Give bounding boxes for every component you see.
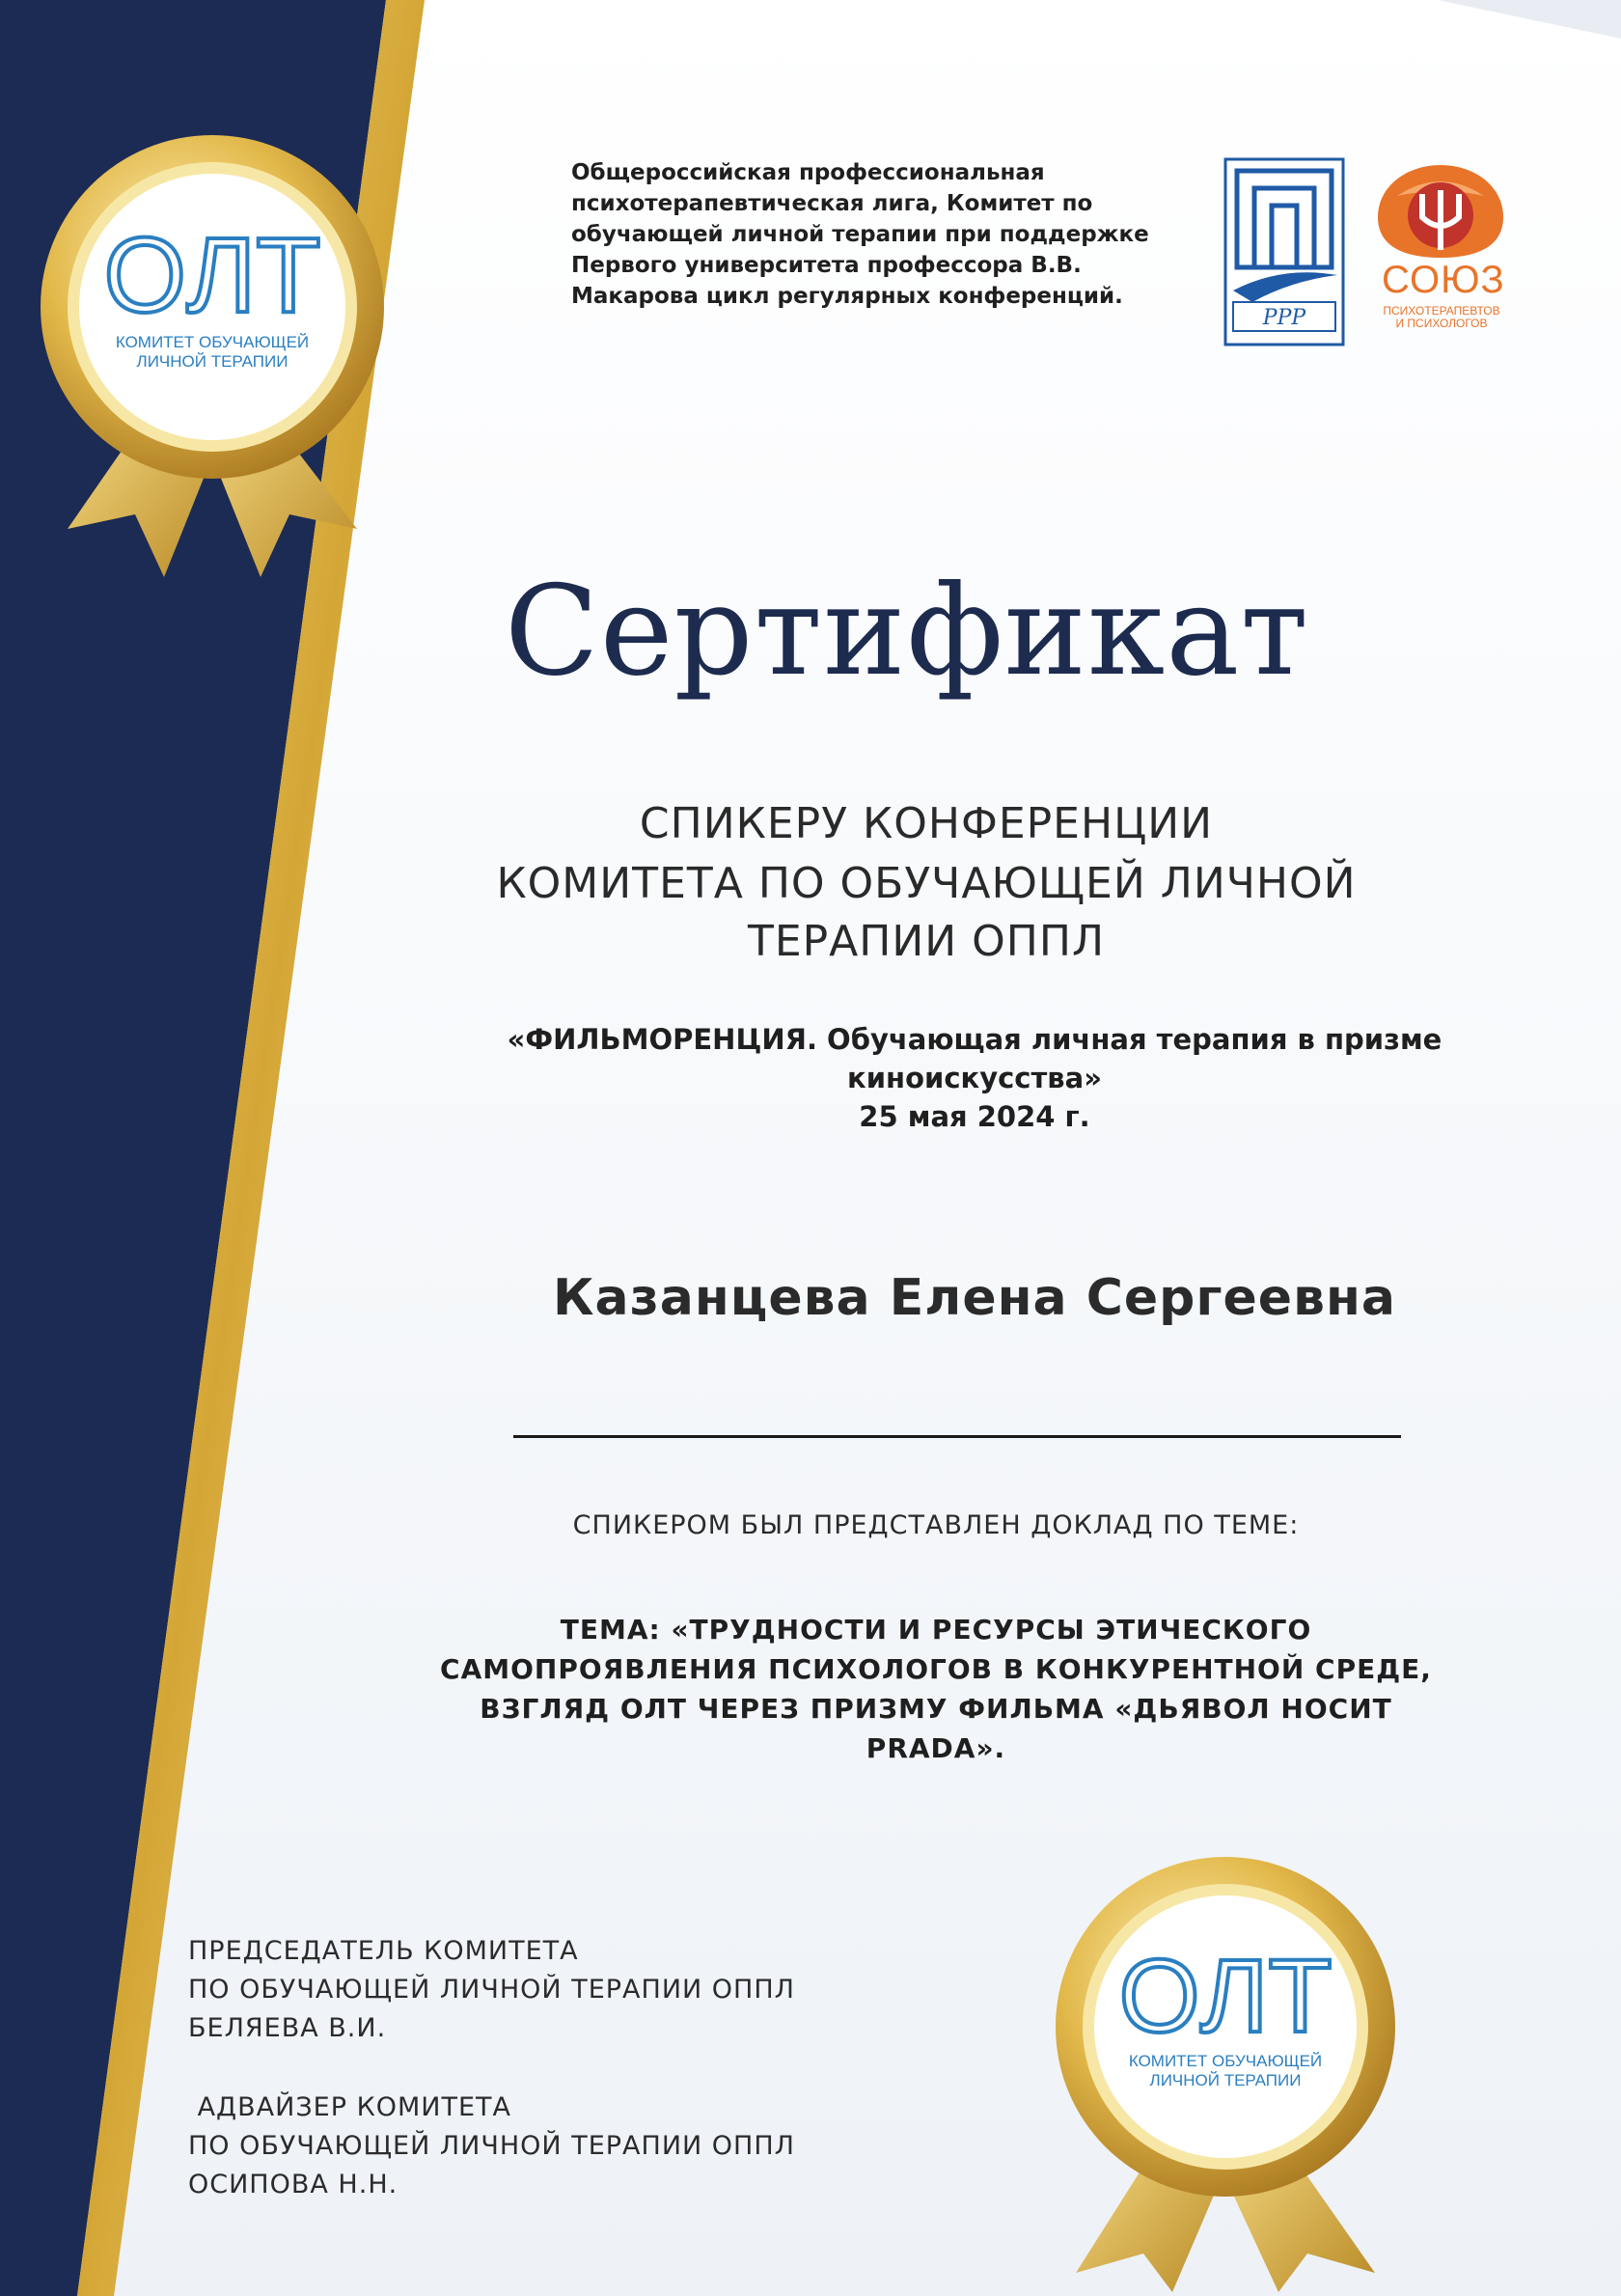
- org-line: психотерапевтическая лига, Комитет по: [571, 191, 1093, 216]
- conference-date: 25 мая 2024 г.: [859, 1100, 1090, 1133]
- seal-mark: OЛT: [103, 216, 321, 335]
- presented-text: СПИКЕРОМ БЫЛ ПРЕДСТАВЛЕН ДОКЛАД ПО ТЕМЕ:: [572, 1510, 1300, 1540]
- seal-caption-line2: ЛИЧНОЙ ТЕРАПИИ: [1149, 2071, 1302, 2089]
- certificate-title: Сертификат: [504, 560, 1310, 704]
- recipient-role-line: ТЕРАПИИ ОППЛ: [747, 917, 1106, 966]
- recipient-role-line: КОМИТЕТА ПО ОБУЧАЮЩЕЙ ЛИЧНОЙ: [496, 859, 1357, 908]
- seal-caption-line2: ЛИЧНОЙ ТЕРАПИИ: [136, 352, 288, 371]
- soyuz-sub-line: ПСИХОТЕРАПЕВТОВ: [1383, 304, 1500, 318]
- conference-line: «ФИЛЬМОРЕНЦИЯ. Обучающая личная терапия в призме: [507, 1023, 1442, 1056]
- chair-line: ПРЕДСЕДАТЕЛЬ КОМИТЕТА: [188, 1936, 579, 1966]
- topic-line: ВЗГЛЯД ОЛТ ЧЕРЕЗ ПРИЗМУ ФИЛЬМА «ДЬЯВОЛ НОСИТ: [480, 1693, 1392, 1725]
- advisor-line: ПО ОБУЧАЮЩЕЙ ЛИЧНОЙ ТЕРАПИИ ОППЛ: [188, 2131, 795, 2161]
- seal-caption-line1: КОМИТЕТ ОБУЧАЮЩЕЙ: [115, 333, 310, 351]
- rpp-text: PPP: [1262, 306, 1306, 330]
- org-line: Первого университета профессора В.В.: [571, 253, 1082, 278]
- advisor-line: АДВАЙЗЕР КОМИТЕТА: [188, 2092, 511, 2122]
- seal-mark: OЛT: [1118, 1937, 1333, 2054]
- chair-name: БЕЛЯЕВА В.И.: [188, 2013, 387, 2043]
- topic-line: САМОПРОЯВЛЕНИЯ ПСИХОЛОГОВ В КОНКУРЕНТНОЙ СРЕДЕ,: [440, 1653, 1432, 1685]
- topic-line: PRADA».: [865, 1732, 1006, 1764]
- topic-line: ТЕМА: «ТРУДНОСТИ И РЕСУРСЫ ЭТИЧЕСКОГО: [560, 1614, 1312, 1646]
- recipient-role-line: СПИКЕРУ КОНФЕРЕНЦИИ: [639, 799, 1214, 848]
- soyuz-sub-line: И ПСИХОЛОГОВ: [1395, 317, 1488, 330]
- seal-caption-line1: КОМИТЕТ ОБУЧАЮЩЕЙ: [1128, 2052, 1323, 2070]
- name-underline: [513, 1435, 1401, 1438]
- soyuz-word: СОЮЗ: [1382, 259, 1505, 301]
- org-line: обучающей личной терапии при поддержке: [571, 222, 1149, 247]
- advisor-name: ОСИПОВА Н.Н.: [188, 2170, 398, 2199]
- conference-line: киноискусства»: [847, 1062, 1102, 1094]
- chair-line: ПО ОБУЧАЮЩЕЙ ЛИЧНОЙ ТЕРАПИИ ОППЛ: [188, 1975, 795, 2005]
- rpp-logo: [1223, 157, 1345, 346]
- seal-bottom-right: [1047, 1848, 1404, 2292]
- organization-header: [571, 157, 1208, 312]
- person-name: Казанцева Елена Сергеевна: [552, 1269, 1396, 1327]
- org-line: Макарова цикл регулярных конференций.: [571, 284, 1123, 309]
- seal-top-left: [29, 124, 396, 577]
- org-line: Общероссийская профессиональная: [571, 160, 1045, 185]
- soyuz-subtitle: [1370, 305, 1513, 330]
